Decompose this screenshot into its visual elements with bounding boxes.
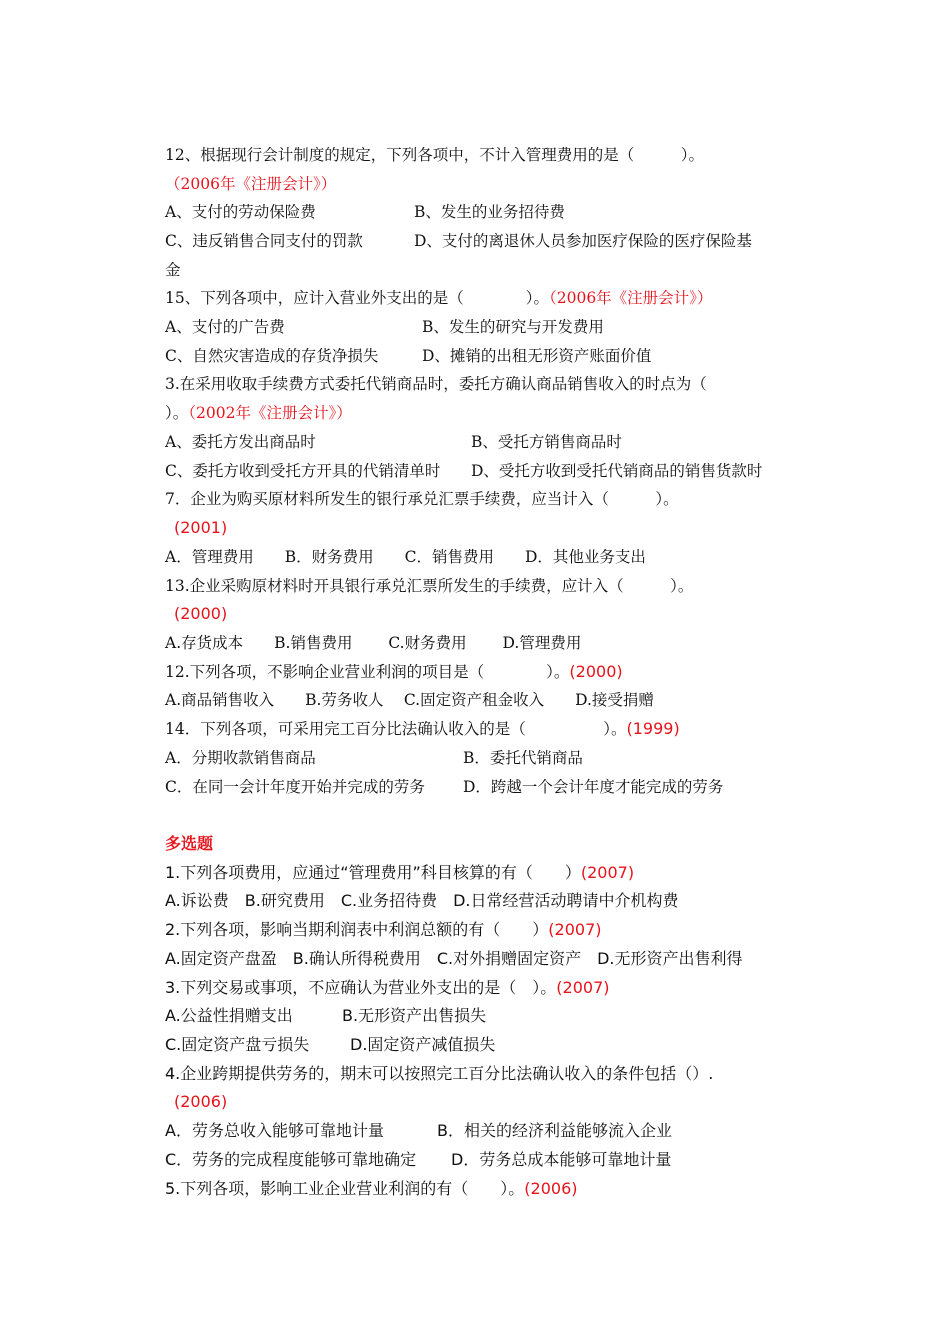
question-source: (2000) [174, 604, 228, 623]
option-c: C、自然灾害造成的存货净损失 [165, 347, 379, 365]
option-a: A、支付的劳动保险费 [165, 203, 316, 221]
options-row: A.存货成本 B.销售费用 C.财务费用 D.管理费用 [165, 634, 582, 652]
question-source: (2007) [580, 863, 635, 882]
option-b: B、发生的研究与开发费用 [422, 318, 604, 336]
question-text: 7．企业为购买原材料所发生的银行承兑汇票手续费，应当计入（ ）。 [165, 490, 679, 508]
option-d: D、摊销的出租无形资产账面价值 [422, 347, 652, 365]
question-text: 14．下列各项，可采用完工百分比法确认收入的是（ ）。(1999) [165, 719, 680, 738]
option-c: C.固定资产盘亏损失 [165, 1035, 310, 1054]
question-text: 2.下列各项，影响当期利润表中利润总额的有（ ）(2007) [165, 920, 602, 939]
options-row: A.诉讼费 B.研究费用 C.业务招待费 D.日常经营活动聘请中介机构费 [165, 891, 679, 910]
option-a: A．劳务总收入能够可靠地计量 [165, 1121, 384, 1140]
question-source: (1999) [626, 719, 680, 738]
question-source: (2006) [524, 1179, 578, 1198]
question-text-continued: ）。（2002年《注册会计》） [165, 404, 352, 422]
option-c: C．在同一会计年度开始并完成的劳务 [165, 778, 425, 796]
question-source: (2000) [569, 662, 623, 681]
question-text: 12、根据现行会计制度的规定，下列各项中，不计入管理费用的是（ ）。 [165, 146, 704, 164]
option-d-continued: 金 [165, 261, 181, 279]
option-a: A．分期收款销售商品 [165, 749, 316, 767]
options-row: A．管理费用 B．财务费用 C．销售费用 D．其他业务支出 [165, 548, 646, 566]
option-b: B．委托代销商品 [463, 749, 583, 767]
question-source: (2001) [174, 518, 228, 537]
question-source: （2006年《注册会计》） [165, 175, 337, 193]
option-b: B．相关的经济利益能够流入企业 [437, 1121, 672, 1140]
option-d: D．跨越一个会计年度才能完成的劳务 [463, 778, 724, 796]
section-title: 多选题 [165, 834, 214, 853]
question-text: 12.下列各项，不影响企业营业利润的项目是（ ）。(2000) [165, 662, 623, 681]
option-c: C、违反销售合同支付的罚款 [165, 232, 363, 250]
question-source: (2007) [548, 920, 602, 939]
option-b: B、发生的业务招待费 [414, 203, 565, 221]
question-text: 1.下列各项费用，应通过“管理费用”科目核算的有（ ）(2007) [165, 863, 635, 882]
option-d: D.固定资产减值损失 [350, 1035, 496, 1054]
question-text: 3.在采用收取手续费方式委托代销商品时，委托方确认商品销售收入的时点为（ [165, 375, 707, 393]
options-row: A.商品销售收入 B.劳务收人 C.固定资产租金收入 D.接受捐赠 [165, 691, 654, 709]
option-a: A.公益性捐赠支出 [165, 1006, 293, 1025]
question-text: 15、下列各项中，应计入营业外支出的是（ ）。（2006年《注册会计》） [165, 289, 713, 307]
question-source: (2006) [174, 1092, 228, 1111]
option-c: C．劳务的完成程度能够可靠地确定 [165, 1150, 417, 1169]
question-source: (2007) [556, 978, 610, 997]
question-text: 4.企业跨期提供劳务的，期末可以按照完工百分比法确认收入的条件包括（）. [165, 1064, 714, 1083]
option-a: A、委托方发出商品时 [165, 433, 316, 451]
option-d: D．劳务总成本能够可靠地计量 [451, 1150, 672, 1169]
option-c: C、委托方收到受托方开具的代销清单时 [165, 462, 441, 480]
option-b: B、受托方销售商品时 [471, 433, 622, 451]
question-text: 5.下列各项，影响工业企业营业利润的有（ ）。(2006) [165, 1179, 578, 1198]
option-d: D、支付的离退休人员参加医疗保险的医疗保险基 [414, 232, 752, 250]
option-b: B.无形资产出售损失 [342, 1006, 487, 1025]
question-text: 13.企业采购原材料时开具银行承兑汇票所发生的手续费，应计入（ ）。 [165, 577, 694, 595]
question-text: 3.下列交易或事项，不应确认为营业外支出的是（ ）。(2007) [165, 978, 610, 997]
option-d: D、受托方收到受托代销商品的销售货款时 [471, 462, 763, 480]
question-source: （2006年《注册会计》） [548, 289, 713, 307]
option-a: A、支付的广告费 [165, 318, 285, 336]
question-source: （2002年《注册会计》） [188, 404, 352, 422]
options-row: A.固定资产盘盈 B.确认所得税费用 C.对外捐赠固定资产 D.无形资产出售利得 [165, 949, 743, 968]
